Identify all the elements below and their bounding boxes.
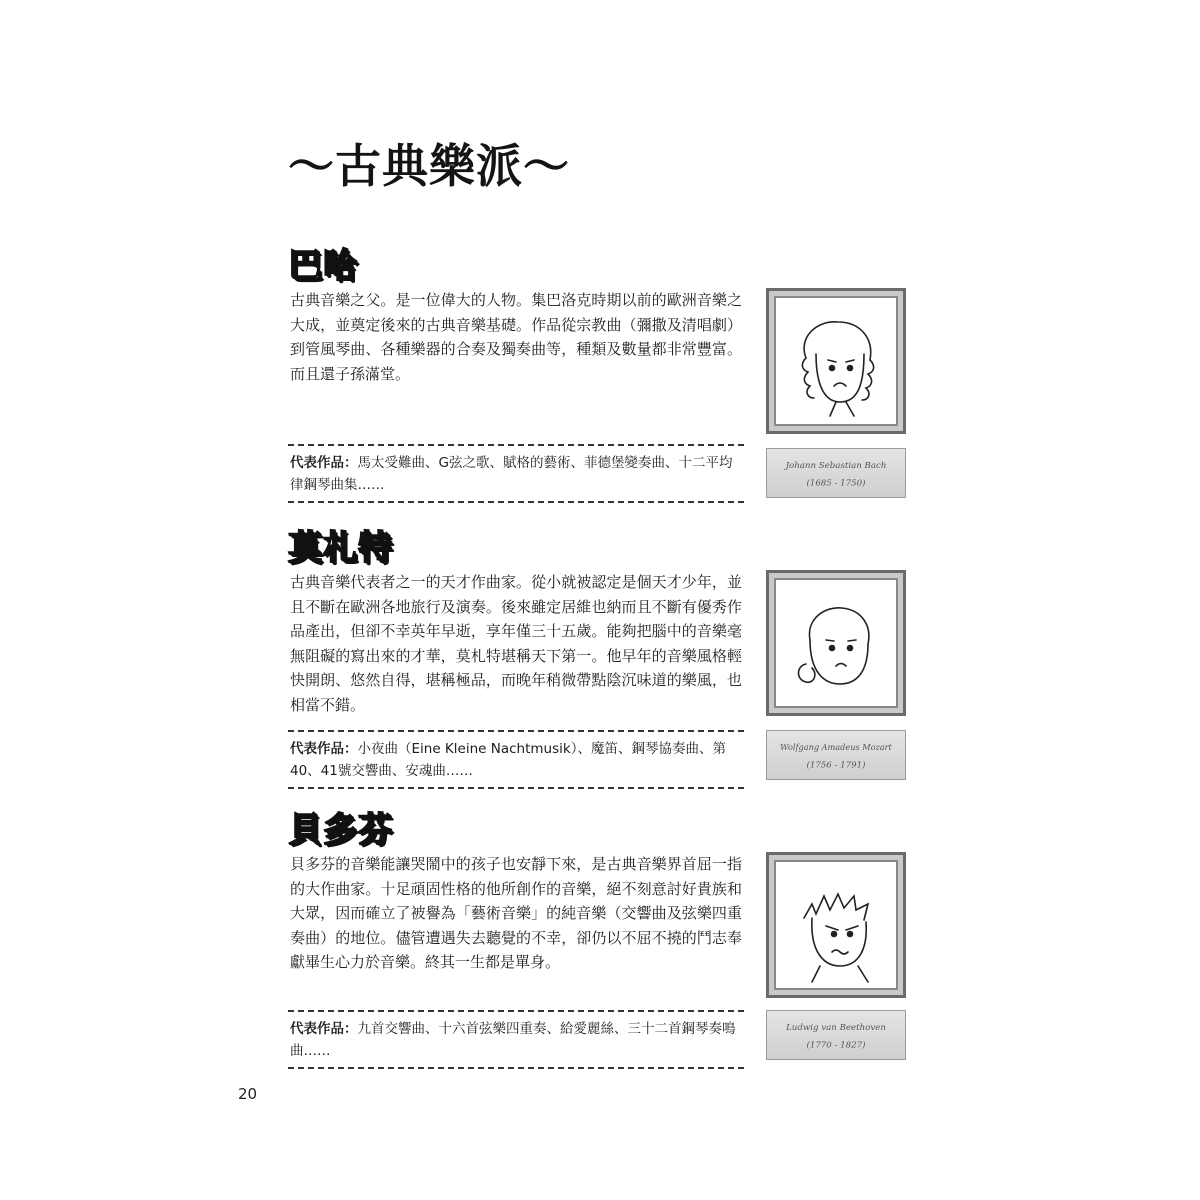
svg-text:(1756 - 1791): (1756 - 1791) xyxy=(806,760,866,771)
svg-text:(1685 - 1750): (1685 - 1750) xyxy=(806,478,866,489)
portrait-frame xyxy=(766,852,906,998)
composer-bio: 貝多芬的音樂能讓哭鬧中的孩子也安靜下來，是古典音樂界首屈一指的大作曲家。十足頑固性格的他所創作的音樂，絕不刻意討好貴族和大眾，因而確立了被譽為「藝術音樂」的純音樂（交響曲及弦樂四重奏曲）的地位。儘管遭遇失去聽覺的不幸，卻仍以不屈不撓的鬥志奉獻畢生心力於音樂。終其一生都是單身。 xyxy=(290,855,742,971)
name-plate xyxy=(766,1010,906,1060)
page-title: ～古典樂派～ xyxy=(288,139,570,193)
composer-name: 貝多芬 xyxy=(288,810,393,850)
mozart-portrait-icon xyxy=(776,580,896,706)
signature-plate-icon xyxy=(767,1011,905,1059)
composer-bio: 古典音樂之父。是一位偉大的人物。集巴洛克時期以前的歐洲音樂之大成，並奠定後來的古典音樂基礎。作品從宗教曲（彌撒及清唱劇）到管風琴曲、各種樂器的合奏及獨奏曲等，種類及數量都非常豐富。而且還子孫滿堂。 xyxy=(290,291,742,383)
svg-text:(1770 - 1827): (1770 - 1827) xyxy=(806,1040,866,1051)
svg-text:Johann Sebastian Bach: Johann Sebastian Bach xyxy=(785,461,887,472)
works-label: 代表作品： xyxy=(290,1021,358,1037)
composer-name: 莫札特 xyxy=(288,528,393,568)
representative-works xyxy=(288,1010,744,1069)
works-label: 代表作品： xyxy=(290,455,358,471)
svg-text:Wolfgang Amadeus Mozart: Wolfgang Amadeus Mozart xyxy=(780,742,892,753)
name-plate xyxy=(766,730,906,780)
portrait-frame xyxy=(766,288,906,434)
beethoven-portrait-icon xyxy=(776,862,896,988)
representative-works xyxy=(288,730,744,789)
name-plate xyxy=(766,448,906,498)
signature-plate-icon xyxy=(767,731,905,779)
svg-text:Ludwig van Beethoven: Ludwig van Beethoven xyxy=(786,1023,886,1034)
works-list: 九首交響曲、十六首弦樂四重奏、給愛麗絲、三十二首鋼琴奏鳴曲…… xyxy=(290,1021,736,1059)
representative-works xyxy=(288,444,744,503)
portrait-frame xyxy=(766,570,906,716)
works-label: 代表作品： xyxy=(290,741,358,757)
signature-plate-icon xyxy=(767,449,905,497)
composer-bio: 古典音樂代表者之一的天才作曲家。從小就被認定是個天才少年，並且不斷在歐洲各地旅行及演奏。後來雖定居維也納而且不斷有優秀作品產出，但卻不幸英年早逝，享年僅三十五歲。能夠把腦中的音樂毫無阻礙的寫出來的才華，莫札特堪稱天下第一。他早年的音樂風格輕快開朗、悠然自得，堪稱極品，而晚年稍微帶點陰沉味道的樂風，也相當不錯。 xyxy=(290,573,742,714)
page-number: 20 xyxy=(238,1085,258,1103)
composer-name: 巴哈 xyxy=(288,246,358,286)
works-list: 小夜曲（Eine Kleine Nachtmusik）、魔笛、鋼琴協奏曲、第40、41號交響曲、安魂曲…… xyxy=(290,741,726,779)
bach-portrait-icon xyxy=(776,298,896,424)
works-list: 馬太受難曲、G弦之歌、賦格的藝術、菲德堡變奏曲、十二平均律鋼琴曲集…… xyxy=(290,455,733,493)
